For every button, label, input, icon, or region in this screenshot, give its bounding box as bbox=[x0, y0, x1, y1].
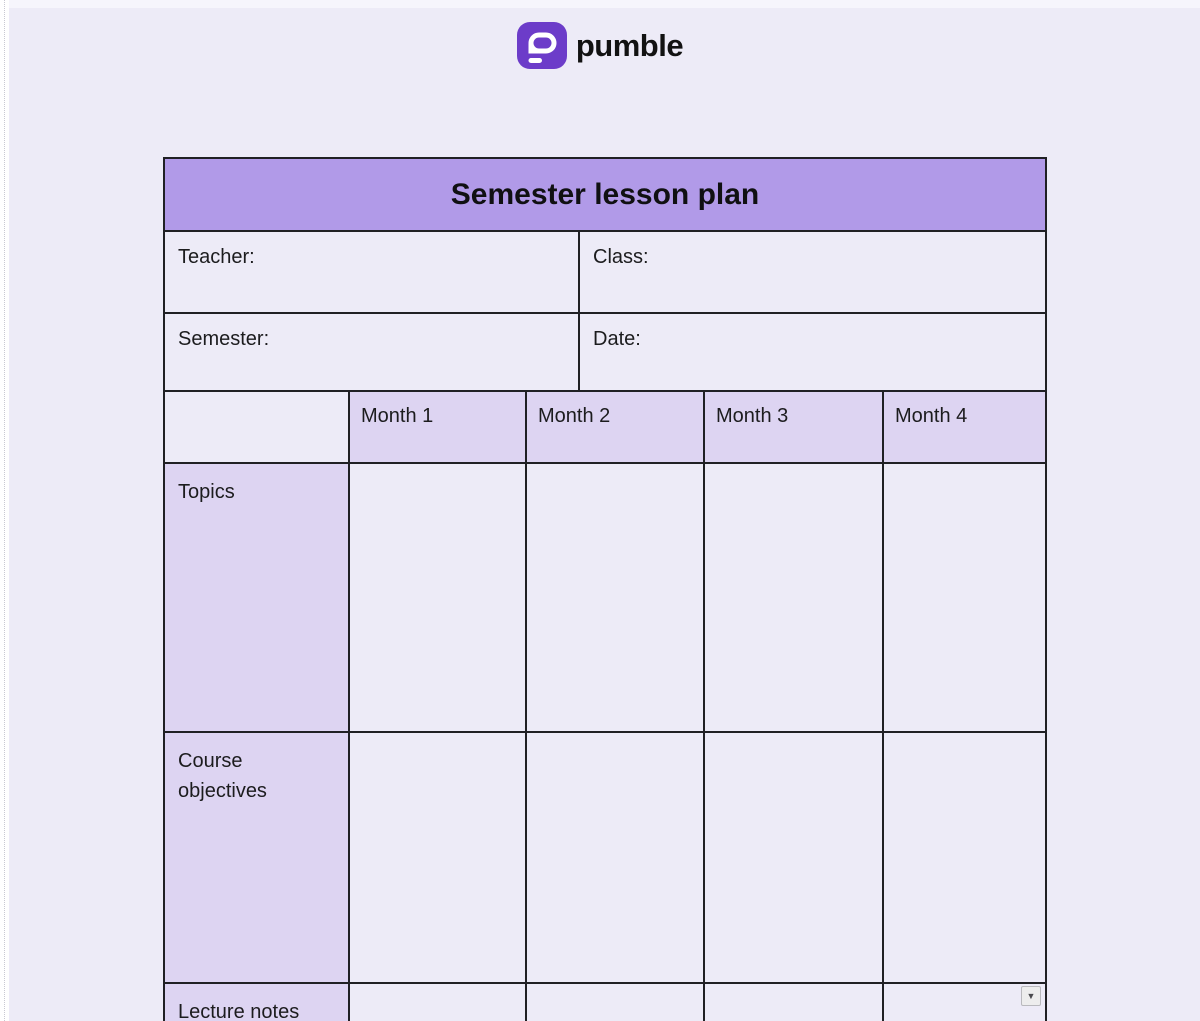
pumble-speech-bubble-icon bbox=[517, 22, 567, 69]
topics-month-1-cell bbox=[350, 464, 527, 731]
logo-text: pumble bbox=[575, 27, 684, 63]
month-3-header: Month 3 bbox=[705, 392, 884, 462]
semester-lesson-plan-table bbox=[163, 157, 1047, 1021]
month-2-header: Month 2 bbox=[527, 392, 705, 462]
objectives-month-2-cell bbox=[527, 733, 705, 982]
month-4-header: Month 4 bbox=[884, 392, 1045, 462]
class-field: Class: bbox=[580, 232, 1045, 312]
objectives-month-1-cell bbox=[350, 733, 527, 982]
month-1-header: Month 1 bbox=[350, 392, 527, 462]
page-title: Semester lesson plan bbox=[165, 159, 1045, 230]
objectives-month-4-cell bbox=[884, 733, 1045, 982]
teacher-class-row bbox=[165, 232, 1045, 314]
corner-cell bbox=[165, 392, 350, 462]
lecture-month-2-cell bbox=[527, 984, 705, 1021]
topics-label: Topics bbox=[165, 464, 350, 731]
semester-field: Semester: bbox=[165, 314, 580, 390]
topics-month-2-cell bbox=[527, 464, 705, 731]
topics-month-3-cell bbox=[705, 464, 884, 731]
course-objectives-row bbox=[165, 733, 1045, 984]
topics-row bbox=[165, 464, 1045, 733]
lecture-month-3-cell bbox=[705, 984, 884, 1021]
topics-month-4-cell bbox=[884, 464, 1045, 731]
objectives-month-3-cell bbox=[705, 733, 884, 982]
lecture-notes-label: Lecture notes bbox=[165, 984, 350, 1021]
left-edge-strip bbox=[0, 0, 9, 1021]
scroll-down-button[interactable] bbox=[1021, 986, 1041, 1006]
triangle-down-icon: ▼ bbox=[1026, 991, 1036, 1001]
lecture-month-1-cell bbox=[350, 984, 527, 1021]
title-row bbox=[165, 159, 1045, 232]
date-field: Date: bbox=[580, 314, 1045, 390]
month-header-row bbox=[165, 392, 1045, 464]
teacher-field: Teacher: bbox=[165, 232, 580, 312]
lecture-notes-row bbox=[165, 984, 1045, 1021]
course-objectives-label: Course objectives bbox=[165, 733, 350, 982]
top-edge-strip bbox=[0, 0, 1200, 8]
left-edge-rule bbox=[4, 0, 5, 1021]
semester-date-row bbox=[165, 314, 1045, 392]
pumble-logo bbox=[0, 22, 1200, 69]
